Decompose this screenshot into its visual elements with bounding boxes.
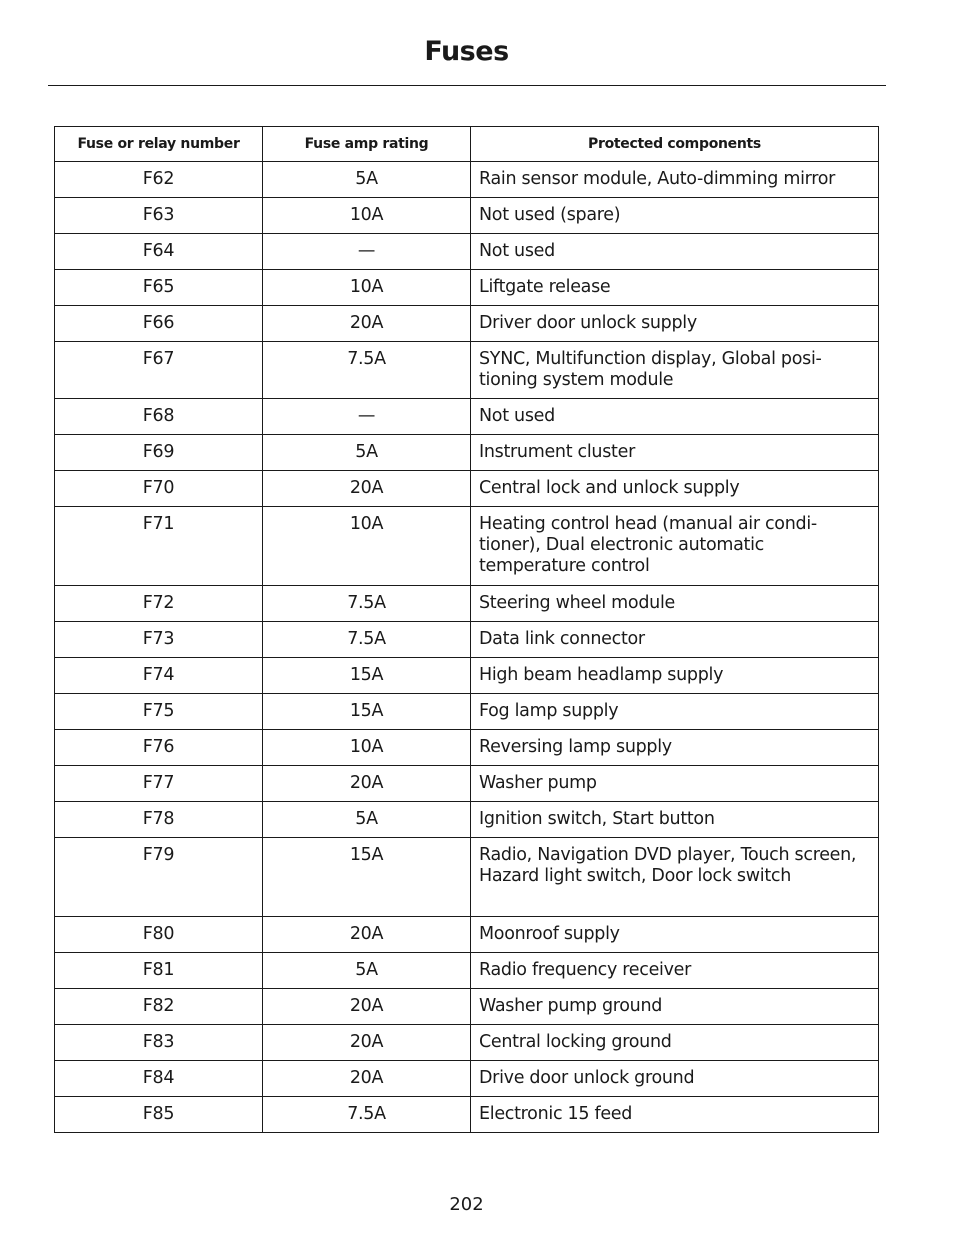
table-row (55, 435, 879, 471)
amp-rating-cell: 7.5A (263, 1097, 471, 1133)
protected-components-cell: Moonroof supply (471, 917, 879, 953)
fuse-number-cell: F68 (55, 399, 263, 435)
table-header-row (55, 127, 879, 162)
amp-rating-cell: 10A (263, 270, 471, 306)
amp-rating-cell: 5A (263, 162, 471, 198)
table-row (55, 507, 879, 586)
fuse-number-cell: F73 (55, 622, 263, 658)
table-row (55, 342, 879, 399)
amp-rating-cell: 20A (263, 306, 471, 342)
fuse-number-cell: F74 (55, 658, 263, 694)
protected-components-cell: Fog lamp supply (471, 694, 879, 730)
table-row (55, 1025, 879, 1061)
protected-components-cell: Liftgate release (471, 270, 879, 306)
amp-rating-cell: 20A (263, 989, 471, 1025)
fuse-number-cell: F67 (55, 342, 263, 399)
protected-components-cell: Central lock and unlock supply (471, 471, 879, 507)
fuse-number-cell: F65 (55, 270, 263, 306)
table-row (55, 162, 879, 198)
protected-components-cell: Heating control head (manual air condi-tioner), Dual electronic automatic temperature control (471, 507, 879, 586)
table-row (55, 766, 879, 802)
protected-components-cell: Drive door unlock ground (471, 1061, 879, 1097)
amp-rating-cell: 15A (263, 694, 471, 730)
table-row (55, 198, 879, 234)
fuse-number-cell: F79 (55, 838, 263, 917)
table-row (55, 658, 879, 694)
fuse-number-cell: F83 (55, 1025, 263, 1061)
fuse-number-cell: F64 (55, 234, 263, 270)
table-row (55, 399, 879, 435)
fuse-table (54, 126, 879, 1133)
protected-components-cell: Not used (471, 234, 879, 270)
amp-rating-cell: 20A (263, 766, 471, 802)
table-row (55, 917, 879, 953)
fuse-number-cell: F77 (55, 766, 263, 802)
table-row (55, 802, 879, 838)
table-row (55, 234, 879, 270)
protected-components-cell: Radio, Navigation DVD player, Touch screen, Hazard light switch, Door lock switch (471, 838, 879, 917)
fuse-number-cell: F66 (55, 306, 263, 342)
fuse-number-cell: F80 (55, 917, 263, 953)
table-row (55, 1061, 879, 1097)
amp-rating-cell: 5A (263, 435, 471, 471)
amp-rating-cell: 10A (263, 507, 471, 586)
table-row (55, 1097, 879, 1133)
amp-rating-cell: 20A (263, 1061, 471, 1097)
fuse-number-cell: F71 (55, 507, 263, 586)
protected-components-cell: Not used (spare) (471, 198, 879, 234)
table-row (55, 953, 879, 989)
protected-components-cell: Driver door unlock supply (471, 306, 879, 342)
fuse-number-cell: F81 (55, 953, 263, 989)
amp-rating-cell: — (263, 399, 471, 435)
protected-components-cell: Ignition switch, Start button (471, 802, 879, 838)
fuse-number-cell: F78 (55, 802, 263, 838)
protected-components-cell: Data link connector (471, 622, 879, 658)
header-divider (48, 85, 886, 86)
table-row (55, 306, 879, 342)
table-body (55, 162, 879, 1133)
fuse-number-cell: F75 (55, 694, 263, 730)
fuse-number-cell: F62 (55, 162, 263, 198)
amp-rating-cell: 7.5A (263, 342, 471, 399)
table-row (55, 471, 879, 507)
table-row (55, 586, 879, 622)
amp-rating-cell: 7.5A (263, 586, 471, 622)
amp-rating-cell: 15A (263, 658, 471, 694)
table-row (55, 622, 879, 658)
protected-components-cell: Central locking ground (471, 1025, 879, 1061)
table-row (55, 694, 879, 730)
fuse-number-cell: F63 (55, 198, 263, 234)
table-row (55, 270, 879, 306)
protected-components-cell: Steering wheel module (471, 586, 879, 622)
amp-rating-cell: 20A (263, 471, 471, 507)
table-row (55, 838, 879, 917)
fuse-number-cell: F76 (55, 730, 263, 766)
page-number: 202 (449, 1194, 484, 1215)
protected-components-cell: Electronic 15 feed (471, 1097, 879, 1133)
protected-components-cell: Washer pump ground (471, 989, 879, 1025)
protected-components-cell: Reversing lamp supply (471, 730, 879, 766)
protected-components-cell: Radio frequency receiver (471, 953, 879, 989)
column-header-amp-rating: Fuse amp rating (263, 127, 471, 162)
amp-rating-cell: 5A (263, 802, 471, 838)
protected-components-cell: High beam headlamp supply (471, 658, 879, 694)
protected-components-cell: Not used (471, 399, 879, 435)
fuse-number-cell: F70 (55, 471, 263, 507)
amp-rating-cell: 15A (263, 838, 471, 917)
fuse-number-cell: F69 (55, 435, 263, 471)
protected-components-cell: Instrument cluster (471, 435, 879, 471)
amp-rating-cell: 5A (263, 953, 471, 989)
fuse-number-cell: F85 (55, 1097, 263, 1133)
protected-components-cell: Rain sensor module, Auto-dimming mirror (471, 162, 879, 198)
amp-rating-cell: 10A (263, 198, 471, 234)
protected-components-cell: Washer pump (471, 766, 879, 802)
column-header-fuse-number: Fuse or relay number (55, 127, 263, 162)
table-row (55, 730, 879, 766)
fuse-number-cell: F84 (55, 1061, 263, 1097)
amp-rating-cell: 20A (263, 1025, 471, 1061)
table-row (55, 989, 879, 1025)
amp-rating-cell: 10A (263, 730, 471, 766)
fuse-number-cell: F82 (55, 989, 263, 1025)
amp-rating-cell: 20A (263, 917, 471, 953)
protected-components-cell: SYNC, Multifunction display, Global posi-tioning system module (471, 342, 879, 399)
column-header-protected-components: Protected components (471, 127, 879, 162)
amp-rating-cell: — (263, 234, 471, 270)
amp-rating-cell: 7.5A (263, 622, 471, 658)
fuse-number-cell: F72 (55, 586, 263, 622)
page-title: Fuses (424, 36, 509, 67)
